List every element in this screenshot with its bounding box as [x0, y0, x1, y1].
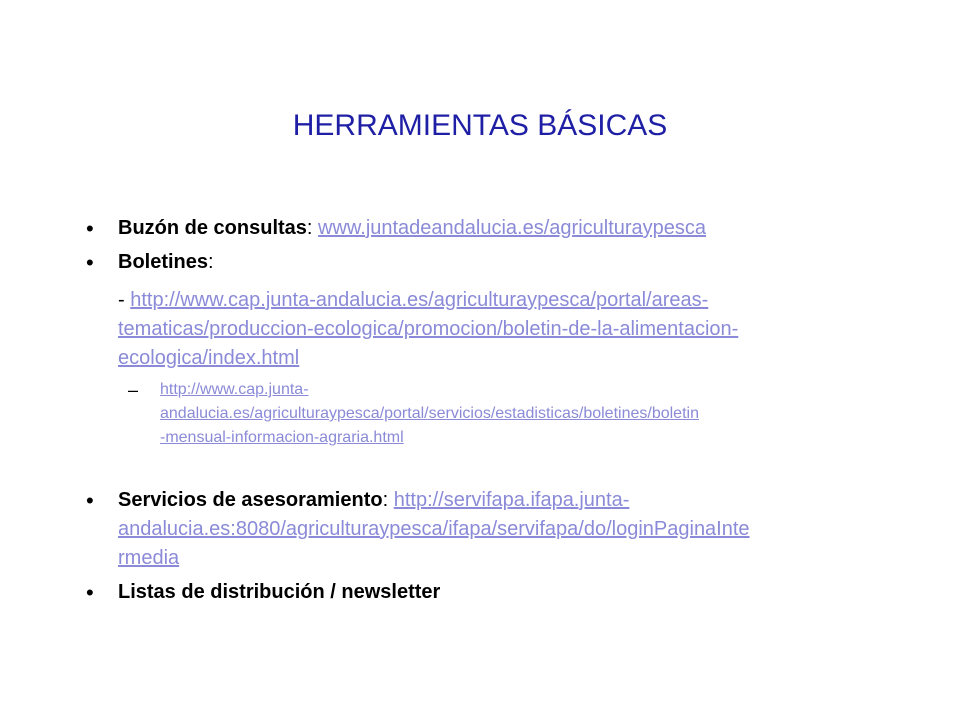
- boletin-agraria-link-line-3[interactable]: -mensual-informacion-agraria.html: [160, 429, 404, 446]
- item-separator: :: [208, 251, 214, 273]
- asesoramiento-link-line-1[interactable]: http://servifapa.ifapa.junta-: [393, 489, 630, 511]
- bullet: •: [86, 250, 94, 275]
- dash: –: [128, 380, 139, 400]
- item-separator: :: [382, 489, 394, 511]
- boletin-ecologica-link-line-2[interactable]: tematicas/produccion-ecologica/promocion/boletin-de-la-alimentacion-: [118, 318, 739, 340]
- item-label: Servicios de asesoramiento: [118, 489, 383, 511]
- item-prefix: -: [118, 289, 131, 311]
- item-label: Buzón de consultas: [118, 217, 307, 239]
- slide-title: HERRAMIENTAS BÁSICAS: [292, 109, 668, 142]
- asesoramiento-link-line-3[interactable]: rmedia: [118, 547, 180, 569]
- bullet: •: [86, 488, 94, 513]
- buzon-link[interactable]: www.juntadeandalucia.es/agriculturaypesca: [318, 217, 707, 239]
- boletin-ecologica-link-line-3[interactable]: ecologica/index.html: [118, 347, 300, 369]
- item-label: Boletines: [118, 251, 209, 273]
- item-separator: :: [306, 217, 319, 239]
- boletin-agraria-link-line-2[interactable]: andalucia.es/agriculturaypesca/portal/servicios/estadisticas/boletines/boletin: [160, 405, 699, 422]
- boletin-agraria-link-line-1[interactable]: http://www.cap.junta-: [160, 381, 309, 398]
- boletin-ecologica-link-line-1[interactable]: http://www.cap.junta-andalucia.es/agriculturaypesca/portal/areas-: [130, 289, 709, 311]
- bullet: •: [86, 216, 94, 241]
- bullet: •: [86, 580, 94, 605]
- asesoramiento-link-line-2[interactable]: andalucia.es:8080/agriculturaypesca/ifapa/servifapa/do/loginPaginaInte: [118, 518, 750, 540]
- item-label: Listas de distribución / newsletter: [118, 581, 441, 603]
